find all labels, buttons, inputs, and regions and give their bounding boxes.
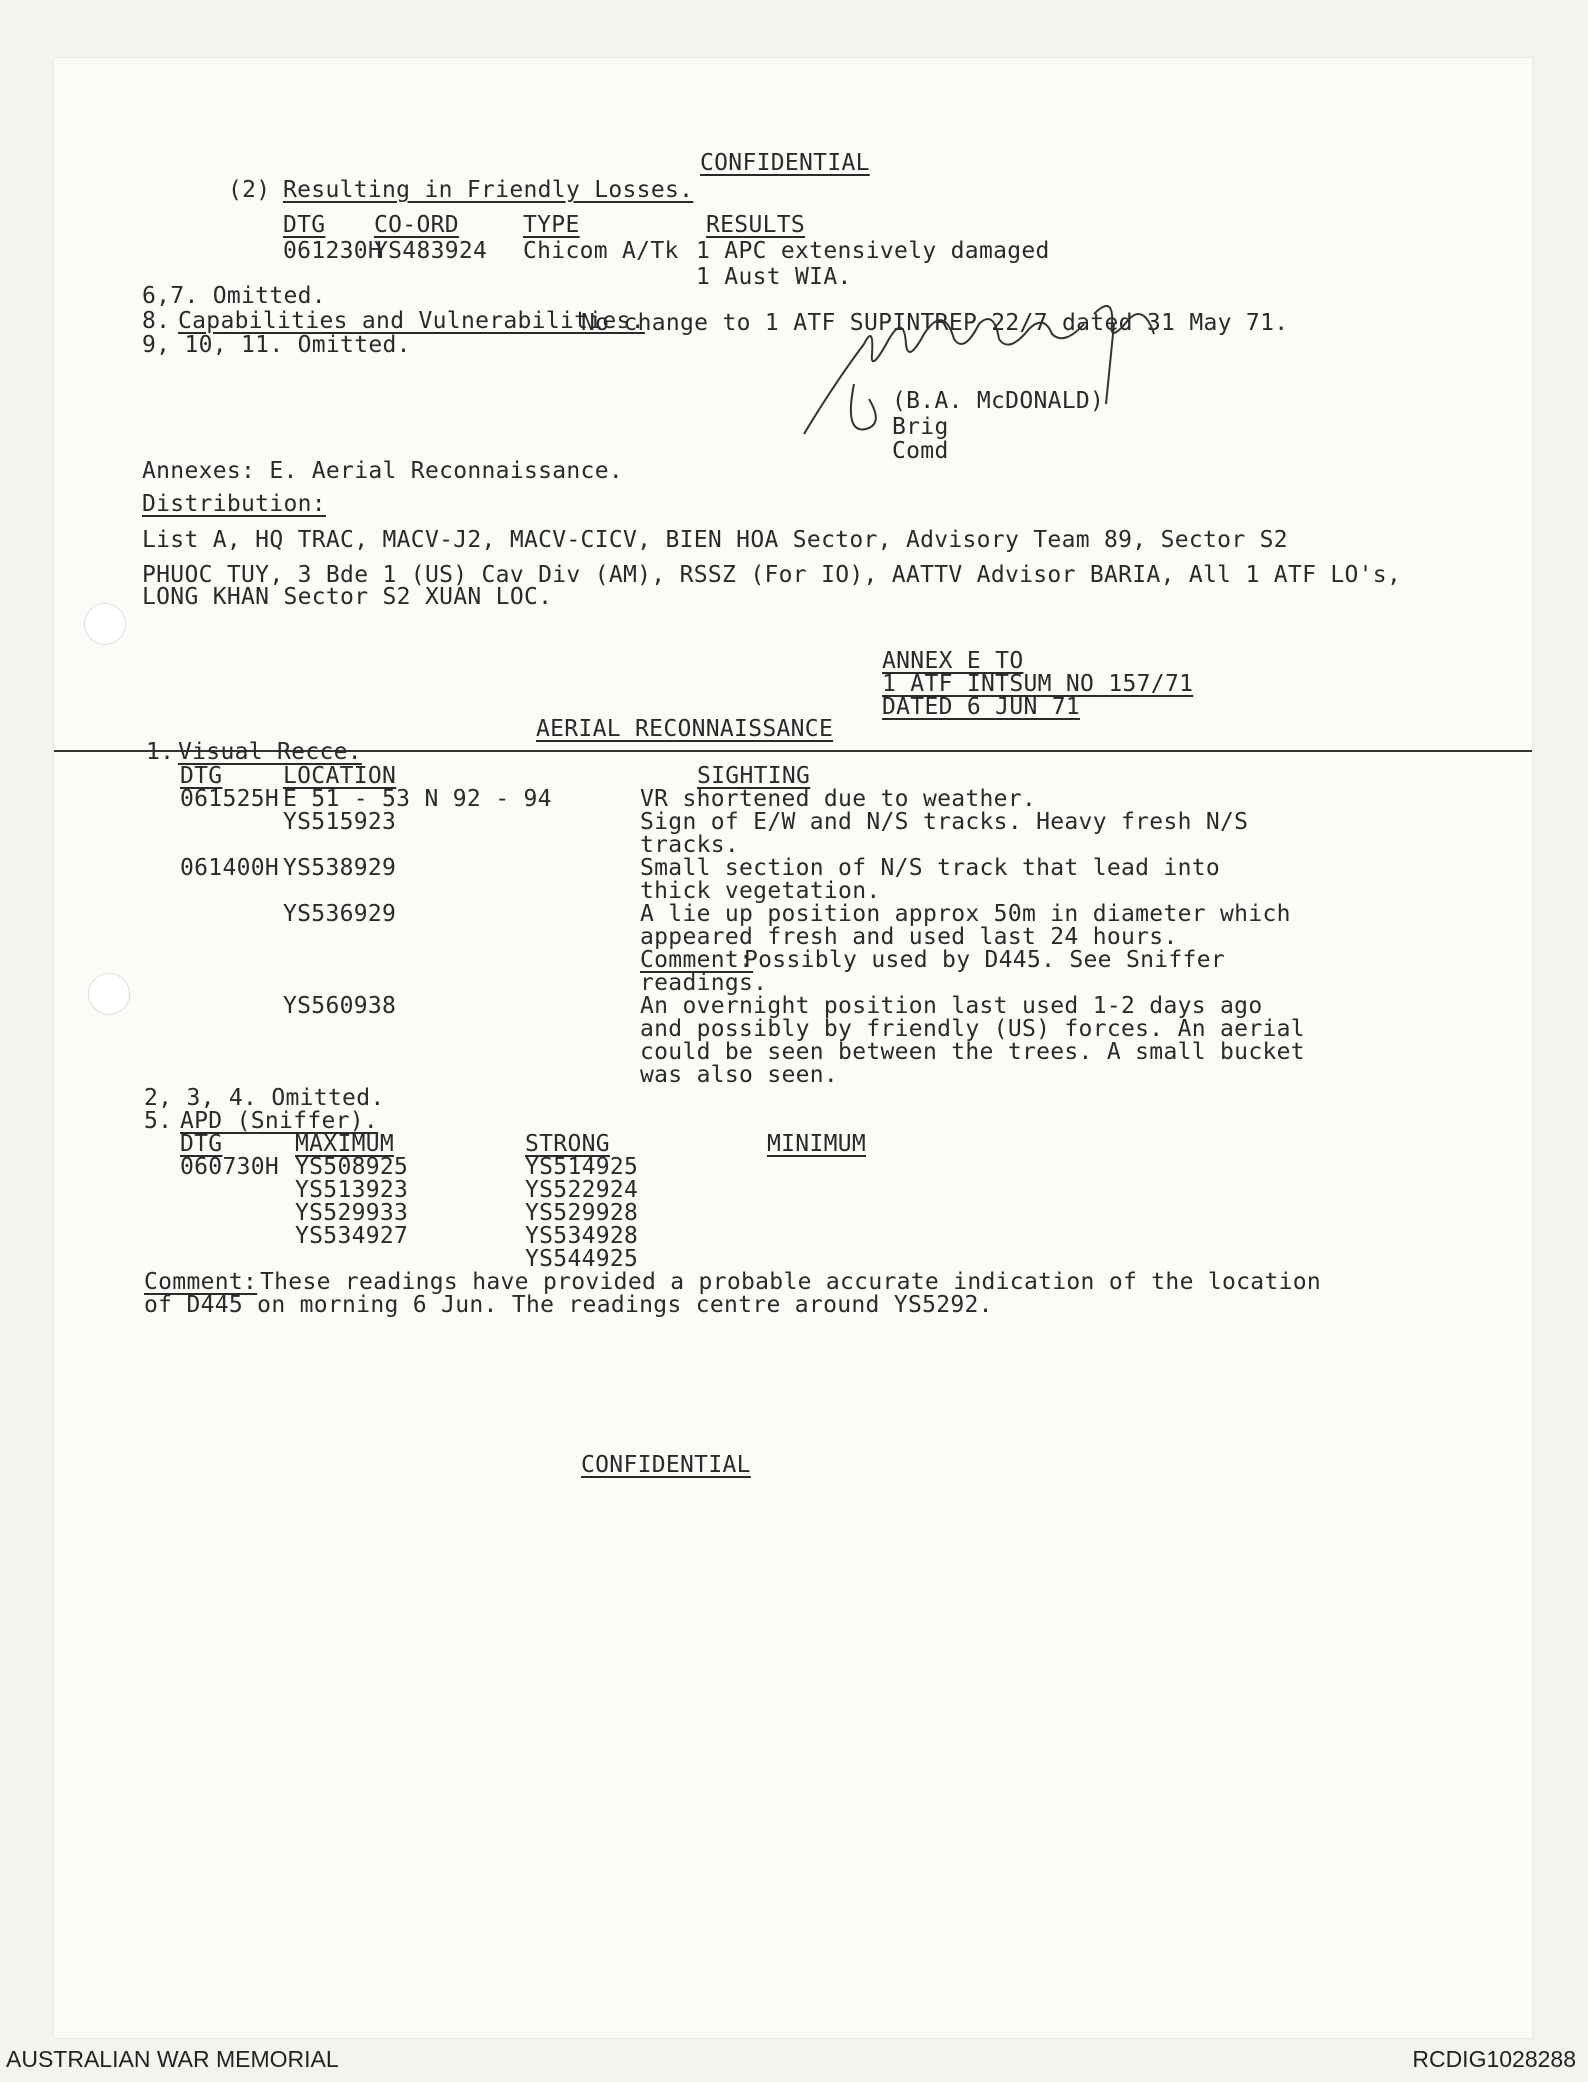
omitted-6-7: 6,7. Omitted. xyxy=(142,283,326,309)
distribution-line-1: List A, HQ TRAC, MACV-J2, MACV-CICV, BIEN HOA Sector, Advisory Team 89, Sector S2 xyxy=(142,527,1288,553)
losses-header-coord: CO-ORD xyxy=(374,212,459,238)
losses-number: (2) xyxy=(228,177,271,203)
annex-header-line-3: DATED 6 JUN 71 xyxy=(882,694,1081,720)
losses-header-results: RESULTS xyxy=(706,212,806,238)
apd-strong-item: YS534928 xyxy=(525,1223,639,1249)
losses-result-1: 1 APC extensively damaged xyxy=(696,238,1050,264)
apd-maximum-item: YS534927 xyxy=(295,1223,409,1249)
omitted-2-4: 2, 3, 4. Omitted. xyxy=(144,1085,385,1111)
visual-row-sighting: thick vegetation. xyxy=(640,878,881,904)
distribution-line-2: PHUOC TUY, 3 Bde 1 (US) Cav Div (AM), RSSZ (For IO), AATTV Advisor BARIA, All 1 ATF LO's, xyxy=(142,562,1402,588)
visual-header-dtg: DTG xyxy=(180,763,223,789)
punch-hole xyxy=(84,603,126,645)
visual-row-sighting: appeared fresh and used last 24 hours. xyxy=(640,924,1178,950)
header-classification: CONFIDENTIAL xyxy=(700,150,870,176)
losses-coord: YS483924 xyxy=(374,238,488,264)
apd-maximum-item: YS508925 xyxy=(295,1154,409,1180)
visual-row-comment-text: Possibly used by D445. See Sniffer xyxy=(744,947,1226,973)
handwritten-signature xyxy=(794,284,1164,444)
signatory-role: Comd xyxy=(892,438,949,464)
visual-row-sighting: and possibly by friendly (US) forces. An aerial xyxy=(640,1016,1305,1042)
apd-number: 5. xyxy=(144,1108,173,1134)
item-8-title: Capabilities and Vulnerabilities. xyxy=(178,308,645,334)
visual-row-sighting: Sign of E/W and N/S tracks. Heavy fresh N/S xyxy=(640,809,1249,835)
apd-comment-line-1: These readings have provided a probable accurate indication of the location xyxy=(260,1269,1322,1295)
distribution-title: Distribution: xyxy=(142,491,326,517)
footer-classification: CONFIDENTIAL xyxy=(581,1452,751,1478)
visual-row-location: YS515923 xyxy=(283,809,397,835)
visual-row-dtg: 061525H xyxy=(180,786,280,812)
visual-row-sighting: An overnight position last used 1-2 days ago xyxy=(640,993,1263,1019)
visual-row-sighting: could be seen between the trees. A small bucket xyxy=(640,1039,1305,1065)
apd-title: APD (Sniffer). xyxy=(180,1108,379,1134)
losses-dtg: 061230H xyxy=(283,238,383,264)
annex-header-line-1: ANNEX E TO xyxy=(882,648,1024,674)
visual-recce-title: Visual Recce. xyxy=(178,739,362,765)
apd-dtg: 060730H xyxy=(180,1154,280,1180)
apd-header-maximum: MAXIMUM xyxy=(295,1131,395,1157)
signatory-name: (B.A. McDONALD) xyxy=(892,388,1105,414)
document-page xyxy=(54,58,1532,2038)
apd-strong-item: YS514925 xyxy=(525,1154,639,1180)
visual-row-dtg: 061400H xyxy=(180,855,280,881)
aerial-title: AERIAL RECONNAISSANCE xyxy=(536,716,834,742)
distribution-line-3: LONG KHAN Sector S2 XUAN LOC. xyxy=(142,584,553,610)
item-8-number: 8. xyxy=(142,308,171,334)
apd-header-strong: STRONG xyxy=(525,1131,610,1157)
visual-row-sighting: A lie up position approx 50m in diameter which xyxy=(640,901,1291,927)
visual-row-sighting: Small section of N/S track that lead into xyxy=(640,855,1221,881)
losses-type: Chicom A/Tk xyxy=(523,238,679,264)
item-8-text: No change to 1 ATF SUPINTREP 22/7 dated 31 May 71. xyxy=(581,310,1289,336)
apd-strong-item: YS544925 xyxy=(525,1246,639,1272)
apd-header-dtg: DTG xyxy=(180,1131,223,1157)
apd-maximum-item: YS513923 xyxy=(295,1177,409,1203)
apd-comment-label: Comment: xyxy=(144,1269,258,1295)
punch-hole xyxy=(88,973,130,1015)
visual-row-location: YS560938 xyxy=(283,993,397,1019)
annex-header-line-2: 1 ATF INTSUM NO 157/71 xyxy=(882,671,1194,697)
visual-row-location: YS538929 xyxy=(283,855,397,881)
apd-maximum-item: YS529933 xyxy=(295,1200,409,1226)
visual-row-comment-cont: readings. xyxy=(640,970,768,996)
losses-header-dtg: DTG xyxy=(283,212,326,238)
apd-comment-line-2: of D445 on morning 6 Jun. The readings centre around YS5292. xyxy=(144,1292,993,1318)
apd-strong-item: YS529928 xyxy=(525,1200,639,1226)
visual-header-location: LOCATION xyxy=(283,763,397,789)
omitted-9-11: 9, 10, 11. Omitted. xyxy=(142,332,411,358)
visual-row-location: E 51 - 53 N 92 - 94 xyxy=(283,786,552,812)
annexes-line: Annexes: E. Aerial Reconnaissance. xyxy=(142,458,624,484)
visual-row-sighting: VR shortened due to weather. xyxy=(640,786,1037,812)
visual-row-sighting: was also seen. xyxy=(640,1062,839,1088)
signatory-rank: Brig xyxy=(892,414,949,440)
apd-strong-item: YS522924 xyxy=(525,1177,639,1203)
visual-row-location: YS536929 xyxy=(283,901,397,927)
apd-header-minimum: MINIMUM xyxy=(767,1131,867,1157)
losses-title: Resulting in Friendly Losses. xyxy=(283,177,694,203)
archive-footer-right: RCDIG1028288 xyxy=(1412,2046,1576,2072)
visual-header-sighting: SIGHTING xyxy=(697,763,811,789)
archive-footer-left: AUSTRALIAN WAR MEMORIAL xyxy=(6,2046,339,2072)
visual-recce-number: 1. xyxy=(146,739,175,765)
visual-row-comment-label: Comment: xyxy=(640,947,754,973)
losses-result-2: 1 Aust WIA. xyxy=(696,264,852,290)
visual-row-sighting: tracks. xyxy=(640,832,740,858)
losses-header-type: TYPE xyxy=(523,212,580,238)
